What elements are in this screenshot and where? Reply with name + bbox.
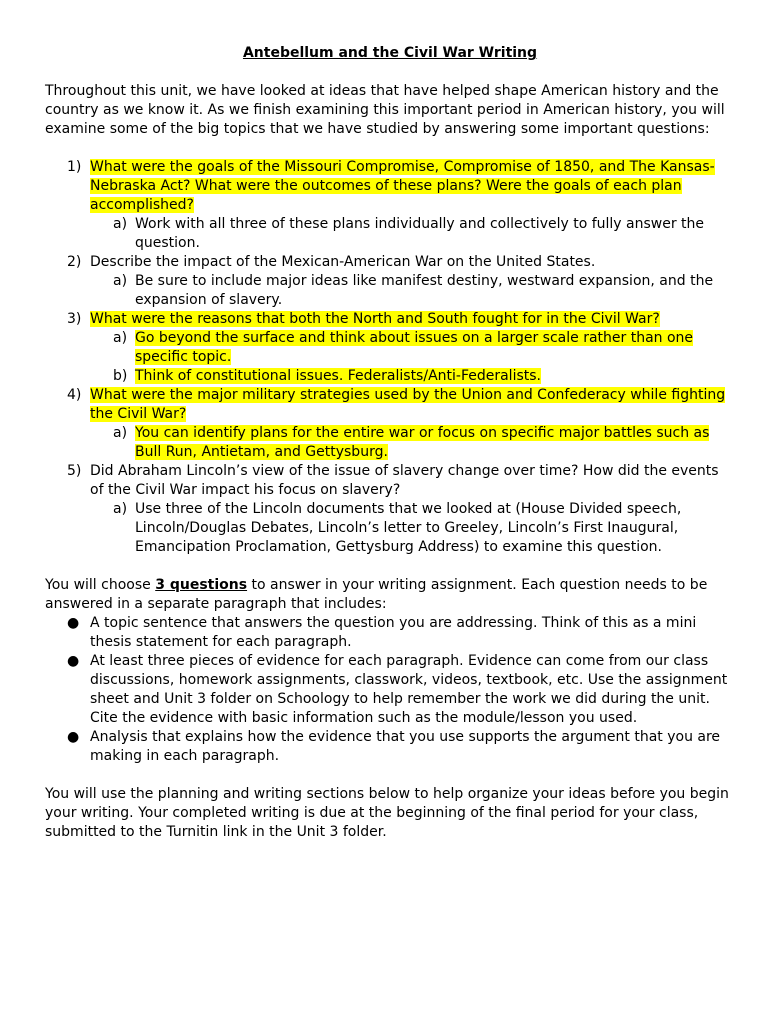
- subquestion-number: b): [113, 368, 128, 384]
- subquestion-text: Go beyond the surface and think about issues on a larger scale rather than one specific topic.: [135, 330, 694, 365]
- requirement-item: [45, 614, 735, 652]
- question-text: What were the major military strategies used by the Union and Confederacy while fighting the Civil War?: [90, 387, 726, 422]
- closing-paragraph: You will use the planning and writing sections below to help organize your ideas before you begin your writing. Your completed writing is due at the beginning of the final period for your class, submitted to the Turnitin link in the Unit 3 folder.: [45, 786, 729, 840]
- question-text: What were the reasons that both the North and South fought for in the Civil War?: [90, 311, 660, 327]
- question-number: 5): [67, 463, 82, 479]
- requirements-list: [45, 614, 735, 766]
- subquestion-item: [90, 367, 735, 386]
- document-page: [45, 44, 735, 842]
- requirement-text: A topic sentence that answers the question you are addressing. Think of this as a mini thesis statement for each paragraph.: [90, 615, 697, 650]
- question-item: [45, 158, 735, 253]
- subquestion-number: a): [113, 501, 128, 517]
- requirement-item: [45, 728, 735, 766]
- question-item: [45, 253, 735, 310]
- bullet-icon: ●: [67, 729, 80, 745]
- instructions-paragraph: [45, 576, 735, 614]
- subquestion-item: [90, 500, 735, 557]
- subquestion-list: [90, 272, 735, 310]
- question-count-emphasis: 3 questions: [155, 577, 248, 593]
- subquestion-text: Think of constitutional issues. Federalists/Anti-Federalists.: [135, 368, 541, 384]
- subquestion-list: [90, 500, 735, 557]
- subquestion-text: Be sure to include major ideas like manifest destiny, westward expansion, and the expansion of slavery.: [135, 273, 714, 308]
- question-number: 4): [67, 387, 82, 403]
- subquestion-item: [90, 272, 735, 310]
- subquestion-number: a): [113, 273, 128, 289]
- question-text: Did Abraham Lincoln’s view of the issue of slavery change over time? How did the events of the Civil War impact his focus on slavery?: [90, 463, 719, 498]
- requirement-text: At least three pieces of evidence for each paragraph. Evidence can come from our class discussions, homework assignments, classwork, videos, textbook, etc. Use the assignment sheet and Unit 3 folder on Schoology to help remember the work we did during the unit. Cite the evidence with basic information such as the module/lesson you used.: [90, 653, 728, 726]
- subquestion-list: [90, 329, 735, 386]
- question-list: [45, 158, 735, 557]
- subquestion-number: a): [113, 216, 128, 232]
- question-item: [45, 462, 735, 557]
- bullet-icon: ●: [67, 653, 80, 669]
- subquestion-list: [90, 424, 735, 462]
- question-text: Describe the impact of the Mexican-American War on the United States.: [90, 254, 596, 270]
- document-title: Antebellum and the Civil War Writing: [242, 45, 538, 61]
- subquestion-list: [90, 215, 735, 253]
- subquestion-item: [90, 215, 735, 253]
- instructions-text-after: to answer in your writing assignment. Each question needs to be answered in a separate paragraph that includes:: [45, 577, 708, 612]
- subquestion-text: Work with all three of these plans individually and collectively to fully answer the question.: [135, 216, 705, 251]
- subquestion-item: [90, 424, 735, 462]
- intro-paragraph: Throughout this unit, we have looked at ideas that have helped shape American history and the country as we know it. As we finish examining this important period in American history, you will examine some of the big topics that we have studied by answering some important questions:: [45, 83, 725, 137]
- requirement-item: [45, 652, 735, 728]
- subquestion-number: a): [113, 330, 128, 346]
- subquestion-text: Use three of the Lincoln documents that we looked at (House Divided speech, Lincoln/Douglas Debates, Lincoln’s letter to Greeley, Lincoln’s First Inaugural, Emancipation Proclamation, Gettysburg Address) to examine this question.: [135, 501, 682, 555]
- bullet-icon: ●: [67, 615, 80, 631]
- question-number: 3): [67, 311, 82, 327]
- question-number: 2): [67, 254, 82, 270]
- subquestion-number: a): [113, 425, 128, 441]
- subquestion-text: You can identify plans for the entire war or focus on specific major battles such as Bull Run, Antietam, and Gettysburg.: [135, 425, 710, 460]
- instructions-text-before: You will choose: [45, 577, 156, 593]
- question-number: 1): [67, 159, 82, 175]
- subquestion-item: [90, 329, 735, 367]
- question-item: [45, 386, 735, 462]
- requirement-text: Analysis that explains how the evidence that you use supports the argument that you are making in each paragraph.: [90, 729, 721, 764]
- question-text: What were the goals of the Missouri Compromise, Compromise of 1850, and The Kansas-Nebraska Act? What were the outcomes of these plans? Were the goals of each plan accomplished?: [90, 159, 715, 213]
- question-item: [45, 310, 735, 386]
